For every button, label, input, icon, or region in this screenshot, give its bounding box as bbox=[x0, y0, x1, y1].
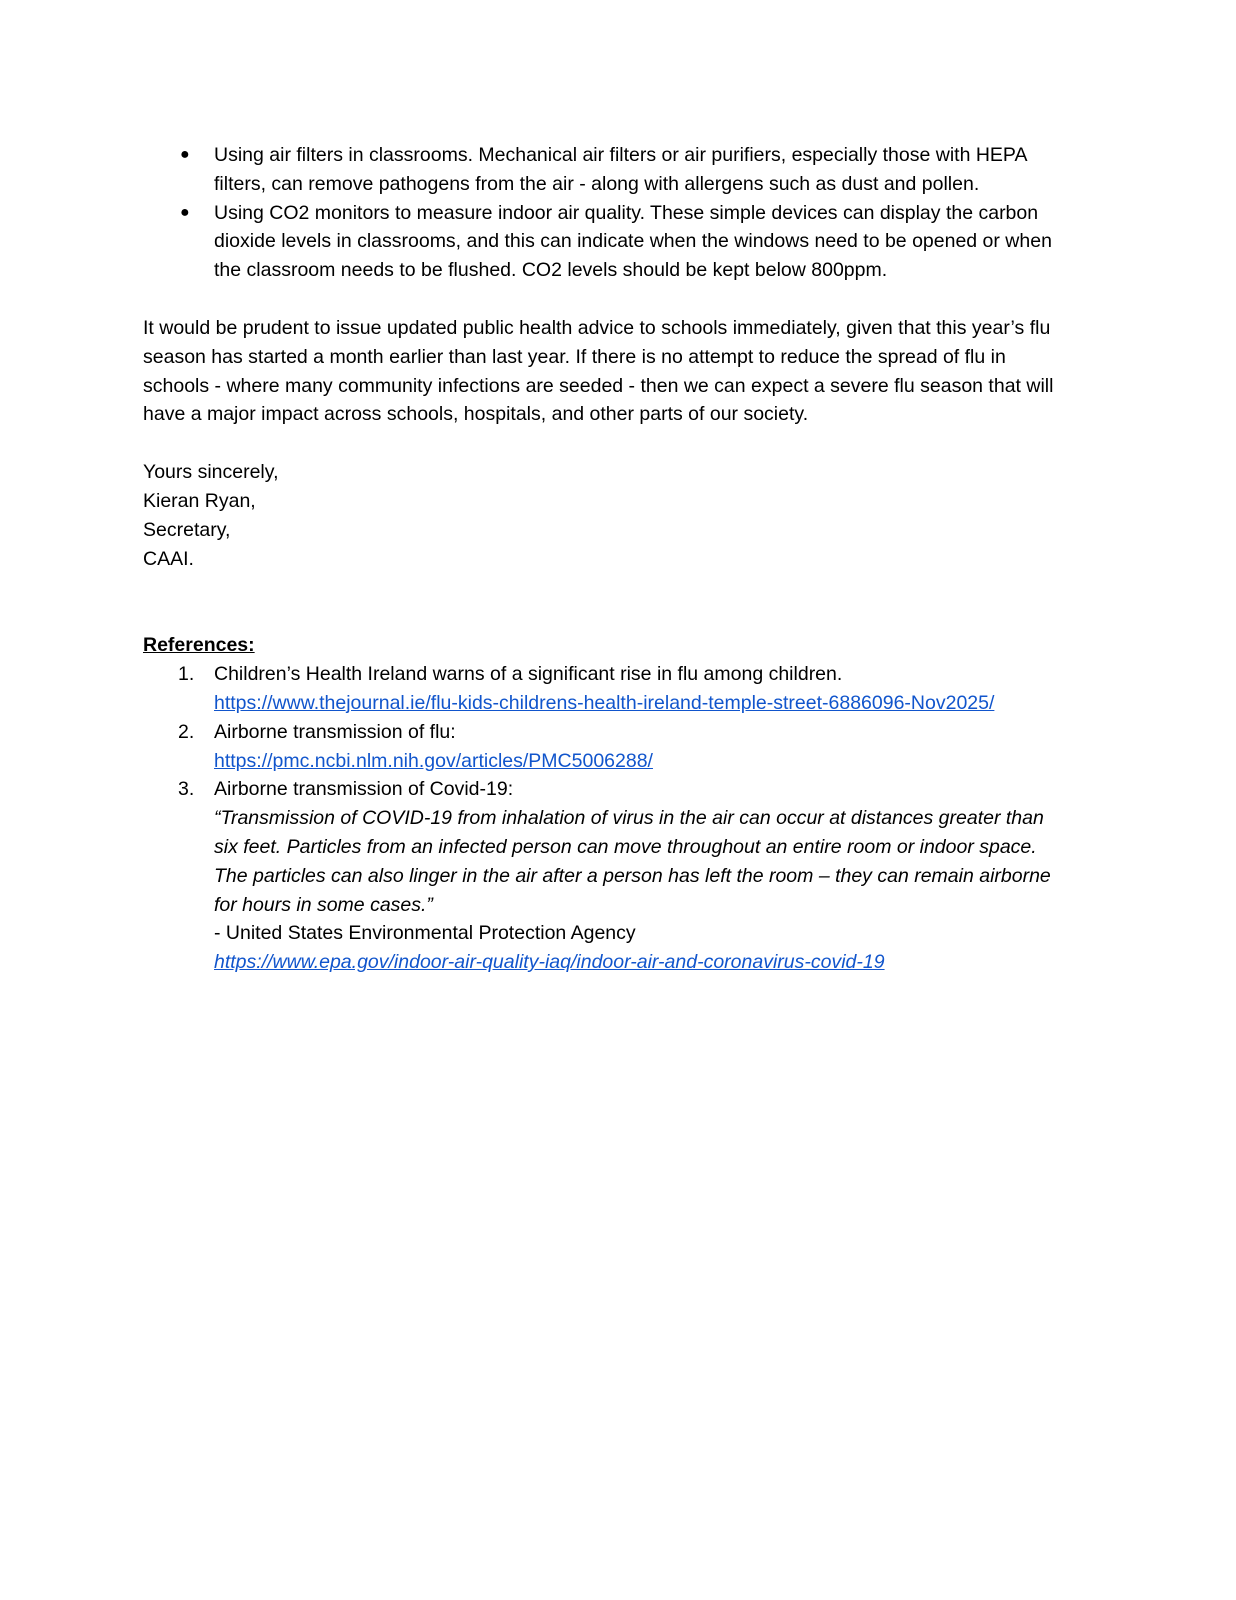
signature-block bbox=[143, 458, 1073, 573]
reference-item bbox=[143, 660, 1073, 718]
reference-title: Airborne transmission of flu: bbox=[214, 720, 456, 743]
reference-title: Children’s Health Ireland warns of a significant rise in flu among children. bbox=[214, 663, 843, 686]
reference-link[interactable]: https://pmc.ncbi.nlm.nih.gov/articles/PMC5006288/ bbox=[214, 749, 653, 772]
signer-organization: CAAI. bbox=[143, 547, 194, 570]
bullet-icon: ● bbox=[180, 203, 190, 221]
reference-number: 3. bbox=[178, 778, 195, 801]
recommendation-list bbox=[143, 141, 1073, 285]
list-item-co2-monitors bbox=[143, 199, 1073, 285]
reference-number: 1. bbox=[178, 663, 195, 686]
spacer bbox=[143, 285, 1073, 314]
reference-link[interactable]: https://www.epa.gov/indoor-air-quality-iaq/indoor-air-and-coronavirus-covid-19 bbox=[214, 951, 885, 974]
salutation: Yours sincerely, bbox=[143, 461, 279, 484]
spacer bbox=[143, 429, 1073, 458]
reference-link[interactable]: https://www.thejournal.ie/flu-kids-childrens-health-ireland-temple-street-6886096-Nov2025/ bbox=[214, 691, 995, 714]
signer-title: Secretary, bbox=[143, 518, 231, 541]
spacer bbox=[143, 573, 1073, 631]
reference-attribution: - United States Environmental Protection Agency bbox=[214, 922, 636, 945]
list-item-air-filters bbox=[143, 141, 1073, 199]
references-list bbox=[143, 660, 1073, 977]
reference-number: 2. bbox=[178, 720, 195, 743]
reference-item bbox=[143, 718, 1073, 776]
references-heading: References: bbox=[143, 634, 255, 657]
bullet-text: Using CO2 monitors to measure indoor air quality. These simple devices can display the carbon dioxide levels in classrooms, and this can indicate when the windows need to be opened or when the classroom needs to be flushed. CO2 levels should be kept below 800ppm. bbox=[214, 201, 1052, 282]
reference-title: Airborne transmission of Covid-19: bbox=[214, 778, 514, 801]
reference-item bbox=[143, 775, 1073, 977]
closing-paragraph: It would be prudent to issue updated public health advice to schools immediately, given that this year’s flu season has started a month earlier than last year. If there is no attempt to reduce the spread of flu in schools - where many community infections are seeded - then we can expect a severe flu season that will have a major impact across schools, hospitals, and other parts of our society. bbox=[143, 316, 1054, 426]
document-page bbox=[143, 141, 1073, 977]
reference-quote: “Transmission of COVID-19 from inhalation of virus in the air can occur at distances greater than six feet. Particles from an infected person can move throughout an entire room or indoor space. The particles can also linger in the air after a person has left the room – they can remain airborne for hours in some cases.” bbox=[214, 807, 1051, 916]
signer-name: Kieran Ryan, bbox=[143, 489, 256, 512]
bullet-icon: ● bbox=[180, 146, 190, 163]
bullet-text: Using air filters in classrooms. Mechanical air filters or air purifiers, especially those with HEPA filters, can remove pathogens from the air - along with allergens such as dust and pollen. bbox=[214, 144, 1027, 195]
